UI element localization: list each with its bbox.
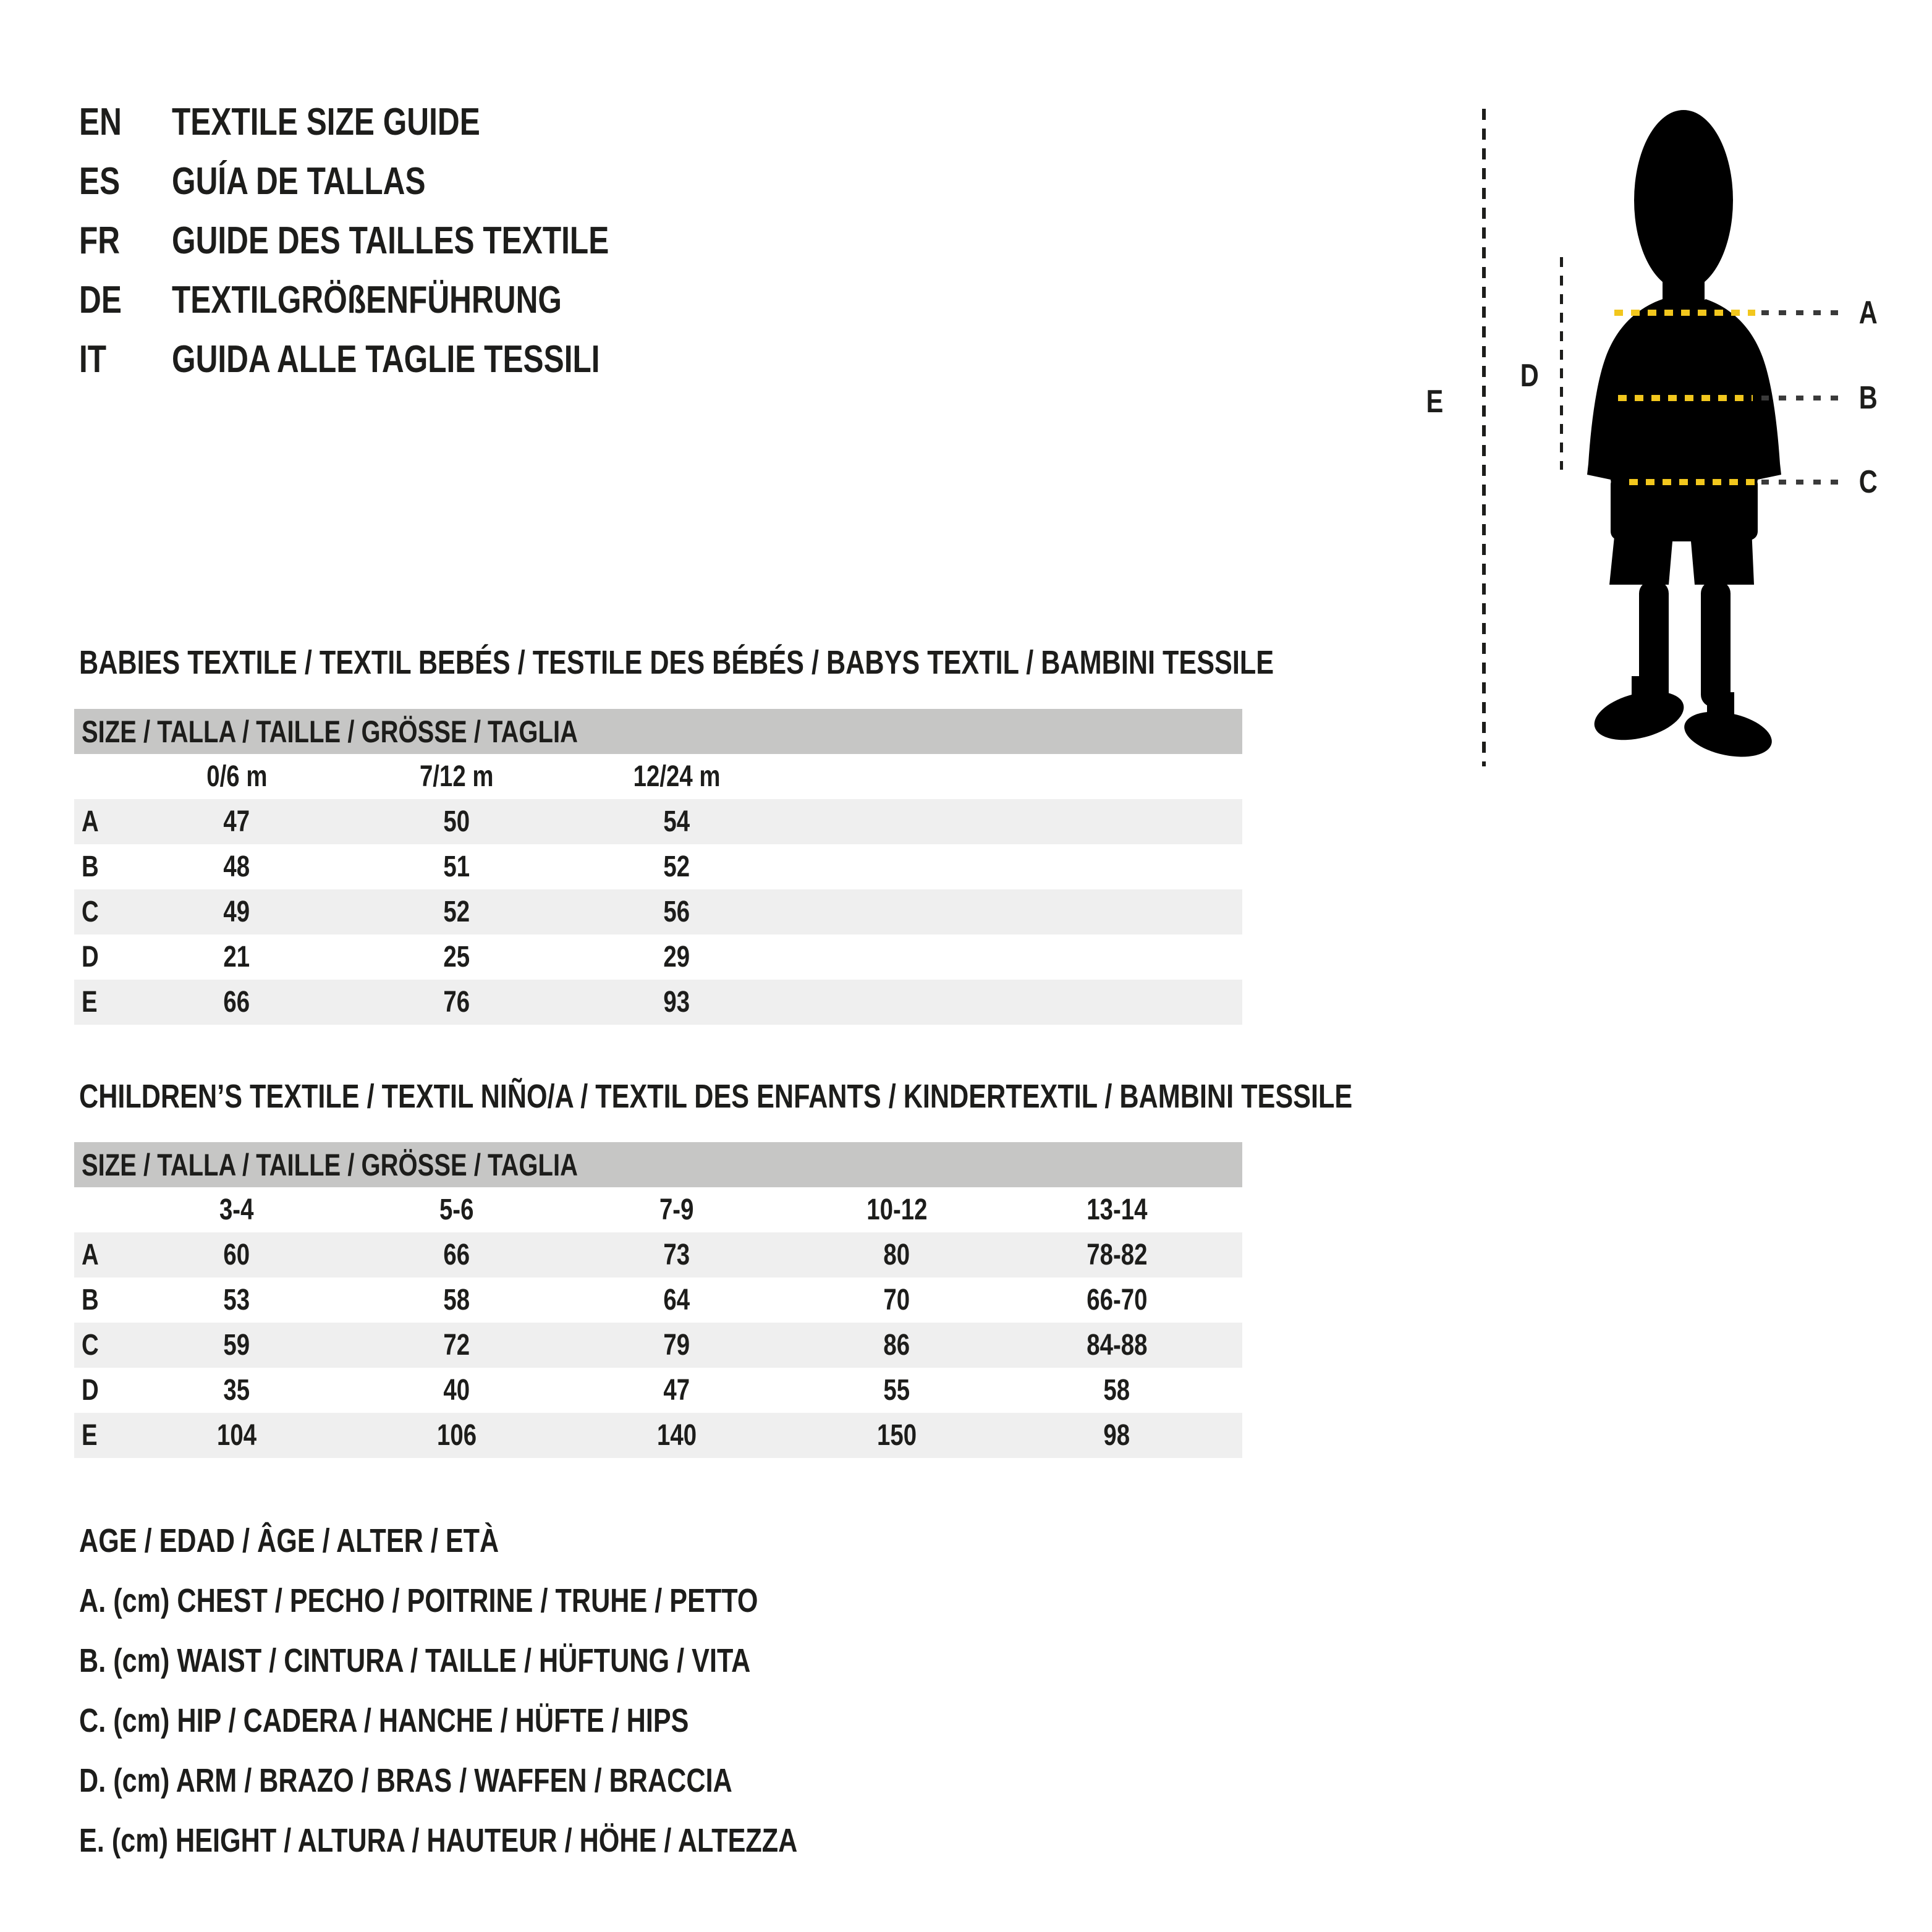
size-cell: 150 bbox=[876, 1419, 917, 1452]
table-row bbox=[74, 1413, 1242, 1458]
size-cell: 58 bbox=[443, 1284, 470, 1316]
column-header: 7/12 m bbox=[420, 760, 494, 793]
table-row bbox=[74, 889, 1242, 934]
row-label: A bbox=[82, 805, 99, 838]
hip-measure-line bbox=[1629, 479, 1755, 485]
waist-measure-line bbox=[1618, 395, 1753, 401]
size-cell: 59 bbox=[223, 1329, 250, 1362]
measure-label-chest: A bbox=[1858, 295, 1878, 331]
table-row bbox=[74, 980, 1242, 1025]
column-header-row bbox=[74, 1187, 1242, 1232]
measure-label-arm: D bbox=[1520, 358, 1539, 394]
legend-line-chest: A. (cm) CHEST / PECHO / POITRINE / TRUHE / PETTO bbox=[79, 1582, 758, 1619]
size-cell: 54 bbox=[663, 805, 690, 838]
size-cell: 48 bbox=[223, 850, 250, 883]
size-cell: 29 bbox=[663, 941, 690, 973]
table-row bbox=[74, 799, 1242, 844]
size-cell: 56 bbox=[663, 896, 690, 928]
size-cell: 35 bbox=[223, 1374, 250, 1407]
chest-measure-line bbox=[1614, 310, 1755, 316]
size-cell: 104 bbox=[216, 1419, 257, 1452]
size-cell: 21 bbox=[223, 941, 250, 973]
column-header: 7-9 bbox=[659, 1193, 694, 1226]
size-cell: 47 bbox=[223, 805, 250, 838]
size-cell: 40 bbox=[443, 1374, 470, 1407]
size-cell: 55 bbox=[883, 1374, 910, 1407]
size-table-header: SIZE / TALLA / TAILLE / GRÖSSE / TAGLIA bbox=[74, 709, 1242, 754]
table-row bbox=[74, 1368, 1242, 1413]
lang-code: IT bbox=[79, 338, 107, 381]
column-header: 0/6 m bbox=[206, 760, 268, 793]
measure-label-waist: B bbox=[1858, 380, 1878, 416]
legend-line-age: AGE / EDAD / ÂGE / ALTER / ETÀ bbox=[79, 1522, 499, 1559]
table-row bbox=[74, 1232, 1242, 1277]
size-cell: 80 bbox=[883, 1239, 910, 1271]
size-cell: 64 bbox=[663, 1284, 690, 1316]
child-silhouette-svg bbox=[1570, 108, 1792, 766]
size-cell: 93 bbox=[663, 986, 690, 1019]
child-silhouette-illustration bbox=[1570, 108, 1792, 766]
row-label: E bbox=[82, 1419, 98, 1452]
row-label: D bbox=[82, 1374, 99, 1407]
column-header: 12/24 m bbox=[633, 760, 721, 793]
size-cell: 50 bbox=[443, 805, 470, 838]
size-cell: 53 bbox=[223, 1284, 250, 1316]
size-cell: 52 bbox=[663, 850, 690, 883]
table-row bbox=[74, 1277, 1242, 1323]
size-cell: 73 bbox=[663, 1239, 690, 1271]
size-cell: 106 bbox=[436, 1419, 477, 1452]
guide-title: GUIDE DES TAILLES TEXTILE bbox=[172, 219, 609, 262]
size-cell: 76 bbox=[443, 986, 470, 1019]
column-header: 3-4 bbox=[219, 1193, 254, 1226]
row-label: B bbox=[82, 850, 99, 883]
row-label: D bbox=[82, 941, 99, 973]
size-cell: 70 bbox=[883, 1284, 910, 1316]
column-header: 10-12 bbox=[866, 1193, 928, 1226]
table-row bbox=[74, 844, 1242, 889]
waist-measure-leader-line bbox=[1761, 396, 1843, 400]
size-cell: 49 bbox=[223, 896, 250, 928]
guide-title: GUIDA ALLE TAGLIE TESSILI bbox=[172, 338, 600, 381]
size-cell: 66-70 bbox=[1086, 1284, 1148, 1316]
measure-label-height: E bbox=[1426, 384, 1444, 420]
size-cell: 66 bbox=[223, 986, 250, 1019]
size-cell: 86 bbox=[883, 1329, 910, 1362]
size-cell: 58 bbox=[1103, 1374, 1130, 1407]
lang-code: FR bbox=[79, 219, 121, 262]
size-cell: 140 bbox=[656, 1419, 697, 1452]
size-cell: 79 bbox=[663, 1329, 690, 1362]
chest-measure-leader-line bbox=[1761, 310, 1843, 315]
size-cell: 51 bbox=[443, 850, 470, 883]
size-cell: 66 bbox=[443, 1239, 470, 1271]
guide-title: GUÍA DE TALLAS bbox=[172, 160, 426, 203]
babies-size-table bbox=[74, 709, 1242, 1025]
row-label: E bbox=[82, 986, 98, 1019]
row-label: B bbox=[82, 1284, 99, 1316]
table-row bbox=[74, 1323, 1242, 1368]
lang-code: EN bbox=[79, 101, 122, 143]
guide-title: TEXTILE SIZE GUIDE bbox=[172, 101, 480, 143]
size-cell: 98 bbox=[1103, 1419, 1130, 1452]
size-cell: 84-88 bbox=[1086, 1329, 1148, 1362]
measurement-legend bbox=[79, 1511, 977, 1871]
guide-title: TEXTILGRÖßENFÜHRUNG bbox=[172, 279, 562, 321]
size-cell: 47 bbox=[663, 1374, 690, 1407]
measure-label-hip: C bbox=[1858, 464, 1878, 500]
column-header-row bbox=[74, 754, 1242, 799]
legend-line-hip: C. (cm) HIP / CADERA / HANCHE / HÜFTE / HIPS bbox=[79, 1702, 689, 1739]
lang-code: DE bbox=[79, 279, 122, 321]
children-size-table bbox=[74, 1142, 1242, 1458]
hip-measure-leader-line bbox=[1761, 480, 1843, 485]
table-row bbox=[74, 934, 1242, 980]
size-cell: 60 bbox=[223, 1239, 250, 1271]
size-cell: 52 bbox=[443, 896, 470, 928]
row-label: C bbox=[82, 1329, 99, 1362]
size-cell: 72 bbox=[443, 1329, 470, 1362]
column-header: 13-14 bbox=[1086, 1193, 1148, 1226]
row-label: C bbox=[82, 896, 99, 928]
row-label: A bbox=[82, 1239, 99, 1271]
lang-code: ES bbox=[79, 160, 121, 203]
size-table-header: SIZE / TALLA / TAILLE / GRÖSSE / TAGLIA bbox=[74, 1142, 1242, 1187]
size-cell: 25 bbox=[443, 941, 470, 973]
babies-section-title: BABIES TEXTILE / TEXTIL BEBÉS / TESTILE DES BÉBÉS / BABYS TEXTIL / BAMBINI TESSILE bbox=[79, 644, 1274, 681]
column-header: 5-6 bbox=[439, 1193, 474, 1226]
legend-line-arm: D. (cm) ARM / BRAZO / BRAS / WAFFEN / BRACCIA bbox=[79, 1762, 732, 1799]
language-title-list bbox=[79, 93, 718, 389]
arm-measure-dotted-line bbox=[1560, 257, 1563, 470]
legend-line-height: E. (cm) HEIGHT / ALTURA / HAUTEUR / HÖHE / ALTEZZA bbox=[79, 1822, 798, 1859]
children-section-title: CHILDREN’S TEXTILE / TEXTIL NIÑO/A / TEXTIL DES ENFANTS / KINDERTEXTIL / BAMBINI TESSILE bbox=[79, 1078, 1353, 1115]
size-cell: 78-82 bbox=[1086, 1239, 1148, 1271]
legend-line-waist: B. (cm) WAIST / CINTURA / TAILLE / HÜFTUNG / VITA bbox=[79, 1642, 751, 1679]
